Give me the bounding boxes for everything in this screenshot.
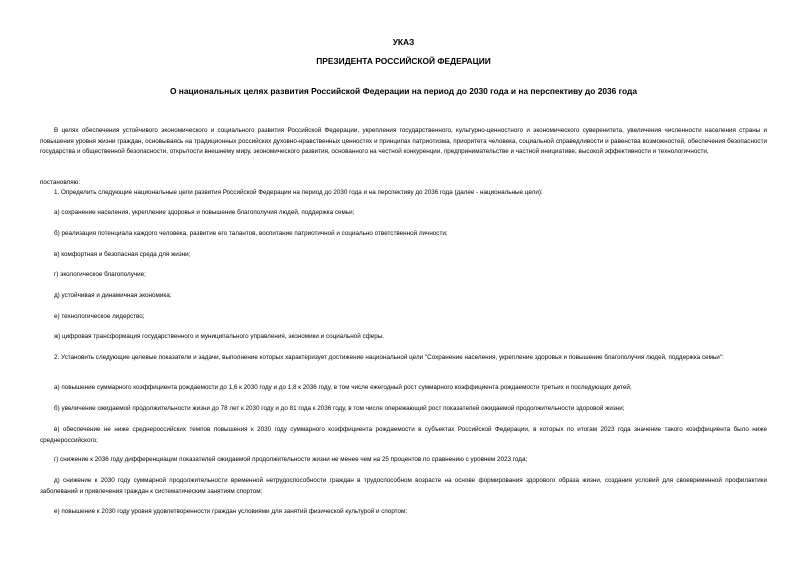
- clause-1-g: г) экологическое благополучие;: [54, 271, 146, 278]
- decree-word: постановляю:: [40, 179, 81, 186]
- clause-1-zh: ж) цифровая трансформация государственного и муниципального управления, экономики и социальной сферы.: [54, 333, 385, 340]
- clause-1-d: д) устойчивая и динамичная экономика;: [54, 292, 172, 299]
- clause-1-b: б) реализация потенциала каждого человека, развитие его талантов, воспитание патриотичной и социально ответственной личности;: [54, 230, 448, 237]
- document-type-title: УКАЗ: [392, 37, 415, 47]
- clause-1-e: е) технологическое лидерство;: [54, 313, 145, 320]
- document-issuer-title: ПРЕЗИДЕНТА РОССИЙСКОЙ ФЕДЕРАЦИИ: [316, 56, 491, 66]
- clause-2-v: в) обеспечение не ниже среднероссийских темпов повышения к 2030 году суммарного коэффициента рождаемости в субъектах Российской Федерации, в которых по итогам 2023 года значение такого коэффициента было ниже среднероссийского;: [40, 426, 767, 444]
- clause-2-d: д) снижение к 2030 году суммарной продолжительности временной нетрудоспособности граждан в трудоспособном возрасте на основе формирования здорового образа жизни, создания условий для своевременной профилактики заболеваний и привлечения граждан к систематическим занятиям спортом;: [40, 477, 767, 495]
- document-heading: О национальных целях развития Российской Федерации на период до 2030 года и на перспективу до 2036 года: [169, 86, 638, 96]
- clause-1: 1. Определить следующие национальные цели развития Российской Федерации на период до 2030 года и на перспективу до 2036 года (далее - национальные цели):: [54, 189, 543, 196]
- clause-2-e: е) повышение к 2030 году уровня удовлетворенности граждан условиями для занятий физической культурой и спортом;: [54, 508, 408, 515]
- clause-2-a: а) повышение суммарного коэффициента рождаемости до 1,6 к 2030 году и до 1,8 к 2036 году, в том числе ежегодный рост суммарного коэффициента рождаемости третьих и последующих детей;: [54, 384, 632, 391]
- clause-1-v: в) комфортная и безопасная среда для жизни;: [54, 251, 191, 258]
- clause-2: 2. Установить следующие целевые показатели и задачи, выполнение которых характеризует достижение национальной цели "Сохранение населения, укрепление здоровья и повышение благополучия людей, поддержка семьи":: [54, 354, 724, 361]
- clause-2-g: г) снижение к 2036 году дифференциации показателей ожидаемой продолжительности жизни не менее чем на 25 процентов по сравнению с уровнем 2023 года;: [54, 456, 528, 463]
- clause-1-a: а) сохранение населения, укрепление здоровья и повышение благополучия людей, поддержка семьи;: [54, 209, 355, 216]
- preamble-paragraph: В целях обеспечения устойчивого экономического и социального развития Российской Федерации, укрепления государственного, культурно-ценностного и экономического суверенитета, увеличения численности населения страны и повышения уровня жизни граждан, основываясь на традиционных российских духовно-нравственных ценностях и принципах патриотизма, приоритета человека, социальной справедливости и равенства возможностей, обеспечения безопасности государства и общественной безопасности, открытости внешнему миру, экономического развития, основанного на честной конкуренции, предпринимательстве и частной инициативе, высокой эффективности и технологичности,: [40, 127, 767, 156]
- clause-2-b: б) увеличение ожидаемой продолжительности жизни до 78 лет к 2030 году и до 81 года к 2036 году, в том числе опережающий рост показателей ожидаемой продолжительности здоровой жизни;: [54, 405, 625, 412]
